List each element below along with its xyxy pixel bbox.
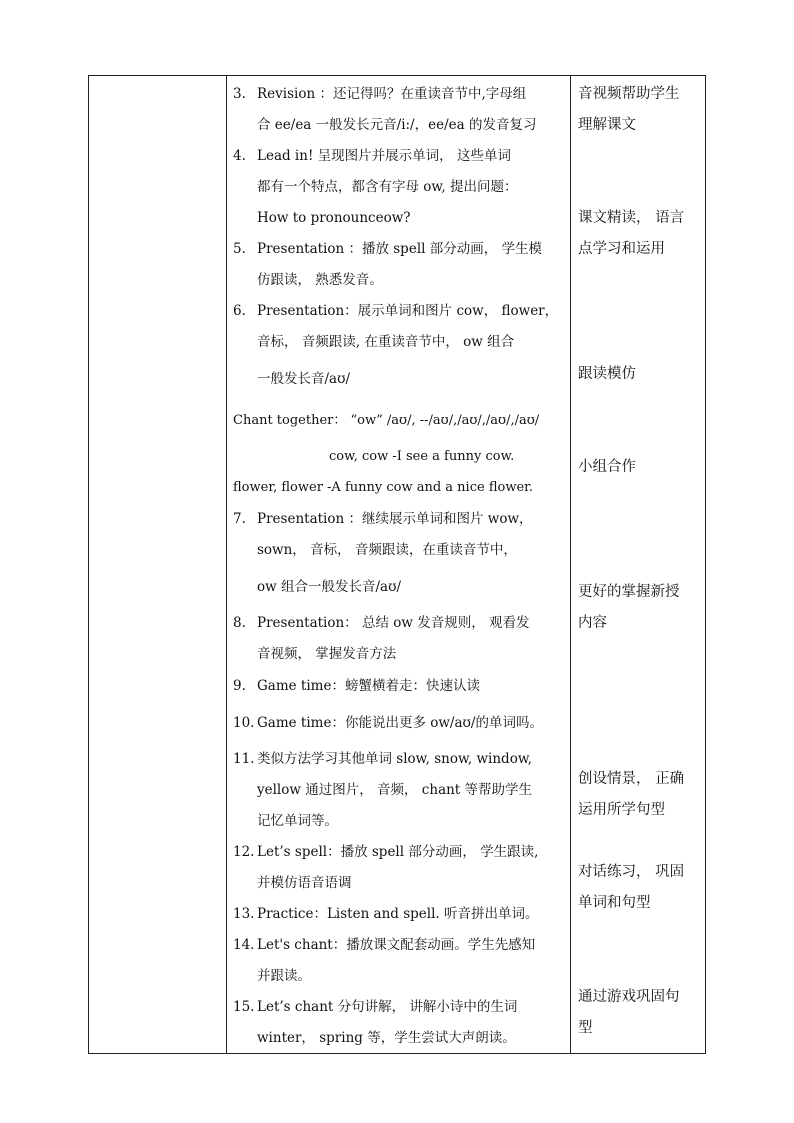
- step-line: 并跟读。: [257, 968, 311, 984]
- step-line: 14. Let's chant：播放课文配套动画。学生先感知: [233, 937, 536, 953]
- intent-line: 型: [578, 1020, 593, 1036]
- step-line: 都有一个特点，都含有字母 ow, 提出问题：: [257, 179, 518, 195]
- intent-line: 音视频帮助学生: [578, 86, 680, 102]
- chant-line: Chant together： “ow” /aʊ/, --/aʊ/,/aʊ/,/aʊ/,/aʊ/: [233, 413, 540, 428]
- step-line: How to pronounceow?: [257, 210, 411, 226]
- chant-line: flower, flower -A funny cow and a nice flower.: [233, 480, 534, 495]
- intent-line: 更好的掌握新授: [578, 584, 680, 600]
- intent-line: 理解课文: [578, 117, 636, 133]
- intent-line: 单词和句型: [578, 895, 651, 911]
- step-line: 音视频， 掌握发音方法: [257, 646, 397, 662]
- step-line: 11. 类似方法学习其他单词 slow, snow, window,: [233, 751, 533, 767]
- step-line: 7. Presentation ：继续展示单词和图片 wow，: [233, 511, 533, 527]
- left-column-cell: [89, 76, 226, 1053]
- teaching-steps-cell: [227, 76, 570, 1053]
- step-line: 一般发长音/aʊ/: [257, 371, 351, 387]
- intent-line: 对话练习， 巩固: [578, 864, 685, 880]
- step-line: 音标， 音频跟读, 在重读音节中， ow 组合: [257, 334, 515, 350]
- intent-line: 内容: [578, 615, 607, 631]
- intent-line: 课文精读， 语言: [578, 210, 685, 226]
- intent-line: 点学习和运用: [578, 241, 665, 257]
- lesson-table: [88, 75, 706, 1054]
- step-line: 15. Let’s chant 分句讲解， 讲解小诗中的生词: [233, 999, 518, 1015]
- intent-line: 跟读模仿: [578, 366, 636, 382]
- step-line: 8. Presentation： 总结 ow 发音规则， 观看发: [233, 615, 530, 631]
- step-line: 5. Presentation ：播放 spell 部分动画， 学生模: [233, 241, 543, 257]
- chant-line: cow, cow -I see a funny cow.: [329, 449, 515, 464]
- step-line: 仿跟读， 熟悉发音。: [257, 272, 383, 288]
- step-line: yellow 通过图片， 音频， chant 等帮助学生: [257, 782, 533, 798]
- design-intent-cell: [571, 76, 705, 1053]
- step-line: 13. Practice：Listen and spell. 听音拼出单词。: [233, 906, 539, 922]
- step-line: 9. Game time：螃蟹横着走：快速认读: [233, 678, 480, 694]
- step-line: 4. Lead in! 呈现图片并展示单词， 这些单词: [233, 148, 511, 164]
- step-line: 并模仿语音语调: [257, 875, 352, 891]
- step-line: 记忆单词等。: [257, 813, 338, 829]
- step-line: 10. Game time：你能说出更多 ow/aʊ/的单词吗。: [233, 715, 543, 731]
- intent-line: 创设情景， 正确: [578, 771, 685, 787]
- intent-line: 通过游戏巩固句: [578, 989, 680, 1005]
- step-line: ow 组合一般发长音/aʊ/: [257, 579, 401, 595]
- intent-line: 运用所学句型: [578, 802, 665, 818]
- step-line: 合 ee/ea 一般发长元音/i:/，ee/ea 的发音复习: [257, 117, 537, 133]
- step-line: sown， 音标， 音频跟读，在重读音节中，: [257, 542, 517, 558]
- step-line: winter， spring 等，学生尝试大声朗读。: [257, 1030, 516, 1046]
- step-line: 12. Let’s spell：播放 spell 部分动画， 学生跟读,: [233, 844, 539, 860]
- step-line: 3. Revision ：还记得吗？在重读音节中,字母组: [233, 86, 527, 102]
- step-line: 6. Presentation：展示单词和图片 cow， flower，: [233, 303, 559, 319]
- intent-line: 小组合作: [578, 459, 636, 475]
